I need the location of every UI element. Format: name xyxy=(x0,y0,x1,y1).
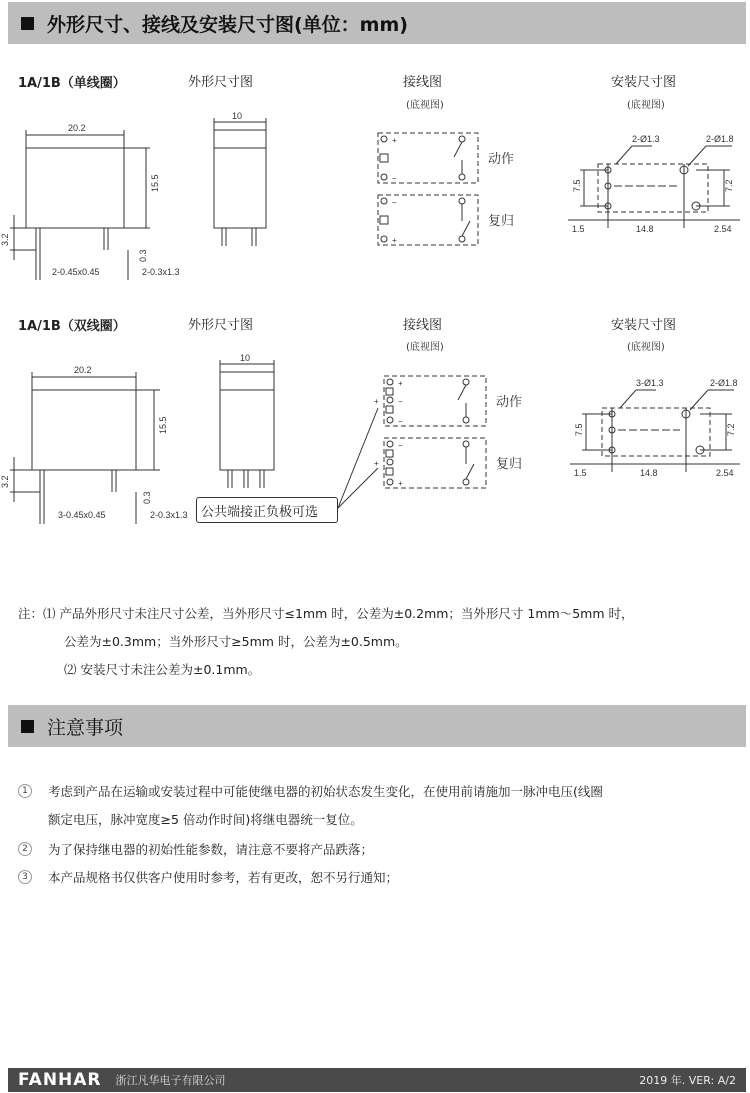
tolerance-notes xyxy=(18,600,748,690)
row1-minus-b: − xyxy=(392,198,397,207)
common-terminal-note: 公共端接正负极可选 xyxy=(201,505,319,520)
row1-dim-depth: 10 xyxy=(232,111,243,121)
company-name: 浙江凡华电子有限公司 xyxy=(115,1074,226,1087)
row2-dim-height: 15.5 xyxy=(158,416,168,434)
caution-number-1: 1 xyxy=(18,784,32,798)
section-header-cautions xyxy=(8,705,746,747)
row1-dim-height: 15.5 xyxy=(150,174,160,192)
row2-pin-note-left: 3-0.45x0.45 xyxy=(58,510,106,520)
row1-hole-right: 2-Ø1.8 xyxy=(706,134,734,144)
row1-mount-v-right: 7.2 xyxy=(724,179,734,192)
row1-pin-note-left: 2-0.45x0.45 xyxy=(52,267,100,277)
version-label: 2019 年. VER: A/2 xyxy=(639,1074,736,1087)
row1-mount-title: 安装尺寸图 xyxy=(611,75,677,90)
square-bullet-icon xyxy=(21,720,34,733)
row2-mount-v-right: 7.2 xyxy=(726,423,736,436)
row1-wiring-subtitle: (底视图) xyxy=(406,100,444,111)
row2-hole-left: 3-Ø1.3 xyxy=(636,378,664,388)
section-title: 注意事项 xyxy=(47,716,124,739)
row2-reset-label: 复归 xyxy=(496,456,523,471)
row2-mount-v-left: 7.5 xyxy=(574,423,584,436)
row1-pin-note-right: 2-0.3x1.3 xyxy=(142,267,180,277)
row1-hole-left: 2-Ø1.3 xyxy=(632,134,660,144)
caution-number-2: 2 xyxy=(18,842,32,856)
row2-outline-title: 外形尺寸图 xyxy=(188,318,254,333)
caution-list xyxy=(18,780,738,890)
row1-plus-a: + xyxy=(392,136,397,145)
row1-mount-h3: 2.54 xyxy=(714,224,732,234)
section-header-dimensions xyxy=(8,2,746,44)
row2-minus-b: − xyxy=(398,417,403,426)
note-line-3: ⑵ 安装尺寸未注公差为±0.1mm。 xyxy=(64,662,261,677)
caution-1-line-2: 额定电压，脉冲宽度≥5 倍动作时间)将继电器统一复位。 xyxy=(48,812,363,827)
caution-2-line-1: 为了保持继电器的初始性能参数，请注意不要将产品跌落； xyxy=(48,842,374,857)
row1-outline-drawing xyxy=(0,110,360,285)
row2-action-label: 动作 xyxy=(496,394,523,409)
row2-dim-pin-thick: 0.3 xyxy=(142,491,152,504)
row2-plus-d: + xyxy=(398,479,403,488)
row1-dim-width: 20.2 xyxy=(68,123,86,133)
row2-plus-a: + xyxy=(398,379,403,388)
row2-pin-note-right: 2-0.3x1.3 xyxy=(150,510,188,520)
row2-mount-subtitle: (底视图) xyxy=(627,342,665,353)
note-line-2: 公差为±0.3mm；当外形尺寸≥5mm 时，公差为±0.5mm。 xyxy=(64,634,408,649)
note-line-1: 注：⑴ 产品外形尺寸未注尺寸公差，当外形尺寸≤1mm 时，公差为±0.2mm；当外形尺寸 1mm～5mm 时， xyxy=(18,606,634,621)
brand-logo: FANHAR xyxy=(18,1070,102,1090)
row1-wiring-title: 接线图 xyxy=(403,75,443,90)
row2-mount-h3: 2.54 xyxy=(716,468,734,478)
caution-number-3: 3 xyxy=(18,870,32,884)
row2-label: 1A/1B（双线圈） xyxy=(18,319,126,334)
square-bullet-icon xyxy=(21,17,34,30)
row1-dim-pin-thick: 0.3 xyxy=(138,249,148,262)
row1-minus-a: − xyxy=(392,174,397,183)
row2-mount-drawing xyxy=(560,372,750,482)
row1-mount-h2: 14.8 xyxy=(636,224,654,234)
row1-action-label: 动作 xyxy=(488,151,515,166)
row1-mount-drawing xyxy=(560,128,750,238)
row1-wiring-drawing xyxy=(370,125,530,250)
row1-mount-v-left: 7.5 xyxy=(572,179,582,192)
common-terminal-note-box xyxy=(196,497,338,523)
row2-mount-h2: 14.8 xyxy=(640,468,658,478)
page-footer xyxy=(8,1068,746,1092)
row2-mount-title: 安装尺寸图 xyxy=(611,318,677,333)
row1-mount-h1: 1.5 xyxy=(572,224,585,234)
section-title: 外形尺寸、接线及安装尺寸图(单位：mm) xyxy=(47,13,408,36)
row2-dim-pin: 3.2 xyxy=(0,475,10,488)
row2-mount-h1: 1.5 xyxy=(574,468,587,478)
row1-reset-label: 复归 xyxy=(488,213,515,228)
row2-minus-c: − xyxy=(398,441,403,450)
row2-dim-depth: 10 xyxy=(240,353,251,363)
row2-wiring-drawing xyxy=(372,368,537,493)
row2-plus-b: + xyxy=(374,397,379,406)
caution-3-line-1: 本产品规格书仅供客户使用时参考，若有更改，恕不另行通知； xyxy=(48,870,399,885)
row1-outline-title: 外形尺寸图 xyxy=(188,75,254,90)
row2-plus-c: + xyxy=(374,459,379,468)
row1-label: 1A/1B（单线圈） xyxy=(18,76,126,91)
row2-wiring-subtitle: (底视图) xyxy=(406,342,444,353)
row2-minus-a: − xyxy=(398,397,403,406)
row1-dim-pin: 3.2 xyxy=(0,233,10,246)
row1-mount-subtitle: (底视图) xyxy=(627,100,665,111)
row2-dim-width: 20.2 xyxy=(74,365,92,375)
caution-1-line-1: 考虑到产品在运输或安装过程中可能使继电器的初始状态发生变化，在使用前请施加一脉冲电压(线圈 xyxy=(48,784,603,799)
row1-plus-b: + xyxy=(392,236,397,245)
row2-wiring-title: 接线图 xyxy=(403,318,443,333)
row2-hole-right: 2-Ø1.8 xyxy=(710,378,738,388)
